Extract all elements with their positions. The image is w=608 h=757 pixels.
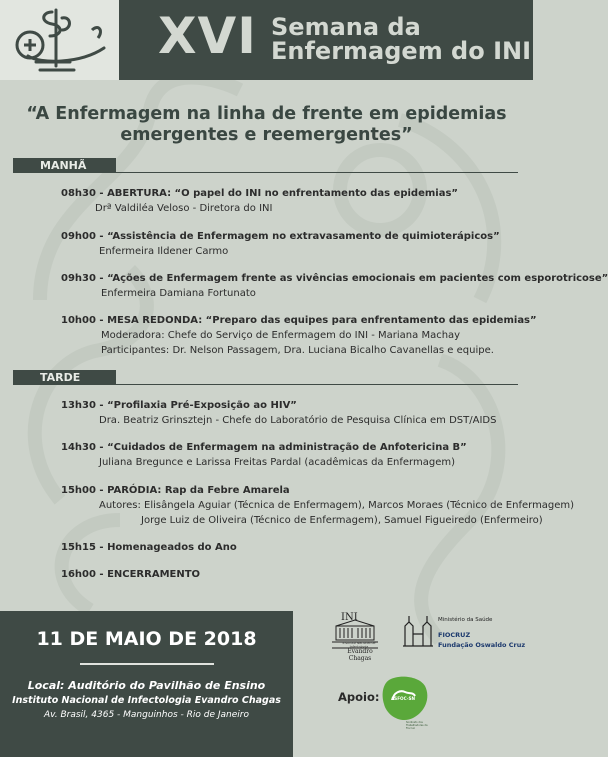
schedule-item (61, 483, 574, 528)
item-detail: Juliana Bregunce e Larissa Freitas Pardal (acadêmicas da Enfermagem) (99, 457, 456, 468)
item-detail: Moderadora: Chefe do Serviço de Enfermagem do INI - Mariana Machay (101, 330, 461, 341)
nursing-lamp-logo-icon (0, 0, 119, 80)
item-title: 10h00 - MESA REDONDA: “Preparo das equipes para enfrentamento das epidemias” (61, 315, 537, 326)
item-title: 14h30 - “Cuidados de Enfermagem na administração de Anfotericina B” (61, 442, 467, 453)
header-title-line1: Semana da (271, 13, 421, 41)
item-title: 08h30 - ABERTURA: “O papel do INI no enfrentamento das epidemias” (61, 188, 458, 199)
footer-panel (0, 611, 293, 757)
item-detail: Enfermeira Ildener Carmo (99, 246, 229, 257)
ini-logo-evandro: Evandro Chagas (347, 648, 373, 662)
schedule-item (61, 186, 458, 216)
section-morning-text: MANHÃ (40, 159, 87, 172)
event-location: Local: Auditório do Pavilhão de Ensino (27, 679, 266, 692)
item-detail: Jorge Luiz de Oliveira (Técnico de Enfermagem), Samuel Figueiredo (Enfermeiro) (141, 515, 543, 526)
event-date: 11 DE MAIO DE 2018 (36, 628, 257, 650)
event-theme (20, 104, 513, 146)
event-address: Av. Brasil, 4365 - Manguinhos - Rio de Janeiro (44, 710, 249, 720)
section-divider (116, 384, 518, 385)
header-title-line2: Enfermagem do INI (271, 37, 532, 65)
ini-logo-subtitle: Instituto Nacional de Infectologia (342, 641, 376, 649)
schedule-item (61, 440, 467, 470)
schedule-item (61, 567, 200, 582)
ministry-text: Ministério da Saúde (438, 617, 493, 623)
item-title: 09h00 - “Assistência de Enfermagem no extravasamento de quimioterápicos” (61, 231, 500, 242)
asfoc-logo-subtitle: Sindicato dos Trabalhadores da Fiocruz (406, 721, 428, 730)
schedule-item (61, 271, 608, 301)
item-title: 15h15 - Homenageados do Ano (61, 542, 237, 553)
edition-number: XVI (158, 7, 257, 65)
fiocruz-text: FIOCRUZ (438, 631, 471, 639)
item-detail: Participantes: Dr. Nelson Passagem, Dra. Luciana Bicalho Cavanellas e equipe. (101, 345, 494, 356)
support-label: Apoio: (338, 690, 380, 704)
footer-divider (80, 663, 214, 665)
item-detail: Autores: Elisângela Aguiar (Técnica de Enfermagem), Marcos Moraes (Técnico de Enfermagem) (99, 500, 575, 511)
section-afternoon-label (13, 370, 116, 385)
fiocruz-castle-logo-icon (401, 612, 435, 650)
schedule-item (61, 398, 496, 428)
asfoc-logo-text: ASFOC-SN (390, 696, 416, 701)
theme-line2: emergentes e reemergentes” (120, 125, 413, 145)
item-title: 15h00 - PARÓDIA: Rap da Febre Amarela (61, 485, 290, 496)
fiocruz-full-text: Fundação Oswaldo Cruz (438, 641, 526, 649)
section-afternoon-text: TARDE (40, 371, 81, 384)
header-logo-panel (0, 0, 119, 80)
event-institute: Instituto Nacional de Infectologia Evandro Chagas (12, 695, 281, 706)
schedule-item (61, 313, 537, 358)
item-detail: Dra. Beatriz Grinsztejn - Chefe do Laboratório de Pesquisa Clínica em DST/AIDS (99, 415, 497, 426)
item-detail: Drª Valdiléa Veloso - Diretora do INI (95, 203, 273, 214)
schedule-item (61, 229, 500, 259)
section-divider (116, 172, 518, 173)
header-banner (0, 0, 533, 80)
item-detail: Enfermeira Damiana Fortunato (101, 288, 256, 299)
ini-logo-text: INI (341, 612, 358, 623)
schedule-item (61, 540, 237, 555)
theme-line1: “A Enfermagem na linha de frente em epidemias (26, 104, 507, 124)
item-title: 13h30 - “Profilaxia Pré-Exposição ao HIV” (61, 400, 297, 411)
item-title: 09h30 - “Ações de Enfermagem frente as vivências emocionais em pacientes com esporotricose” (61, 273, 608, 284)
item-title: 16h00 - ENCERRAMENTO (61, 569, 201, 580)
section-morning-label (13, 158, 116, 173)
